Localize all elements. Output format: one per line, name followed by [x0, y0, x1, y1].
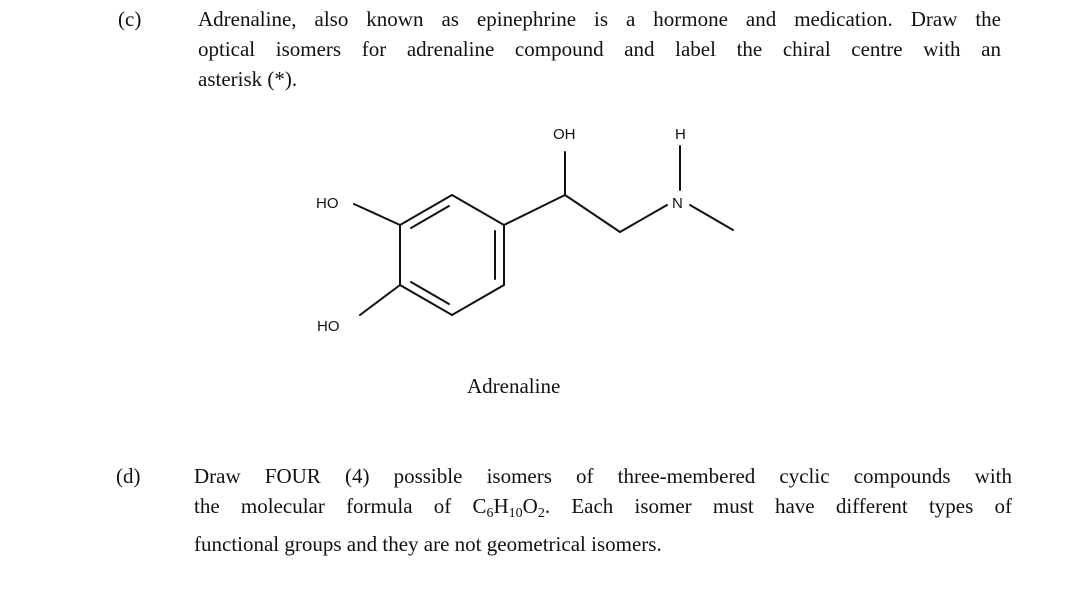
question-d-line-3: functional groups and they are not geometrical isomers. — [194, 532, 662, 556]
question-c-line-3: asterisk (*). — [198, 67, 298, 91]
side-chain-bond-3 — [620, 205, 667, 232]
question-d-label: (d) — [116, 464, 141, 488]
adrenaline-structure — [290, 112, 750, 342]
ring-bond-4 — [452, 285, 504, 315]
question-c-line-2: optical isomers for adrenaline compound and label the chiral centre with an — [198, 37, 1001, 61]
ring-bond-5 — [400, 285, 452, 315]
ho-bottom-label: HO — [317, 318, 340, 335]
ring-double-bond-3 — [411, 282, 449, 304]
ho-top-label: HO — [316, 195, 339, 212]
question-c-label: (c) — [118, 7, 142, 31]
question-d-line-2: the molecular formula of $C_6H_{10}O_2$. Each isomer must have different types of — [194, 494, 1013, 521]
ho-top-bond — [354, 204, 400, 225]
ho-bottom-bond — [360, 285, 400, 315]
question-c-line-1: Adrenaline, also known as epinephrine is a hormone and medication. Draw the — [198, 7, 1001, 31]
n-methyl-bond — [690, 205, 733, 230]
h-label: H — [675, 126, 686, 143]
n-label: N — [672, 195, 683, 212]
question-d-line-1: Draw FOUR (4) possible isomers of three-membered cyclic compounds with — [194, 464, 1012, 488]
ring-bond-2 — [452, 195, 504, 225]
oh-label: OH — [553, 126, 576, 143]
ring-bond-1 — [400, 195, 452, 225]
structure-caption: Adrenaline — [467, 374, 561, 398]
question-c-text — [198, 4, 1001, 94]
side-chain-bond-2 — [565, 195, 620, 232]
ring-double-bond-1 — [411, 206, 449, 228]
side-chain-bond-1 — [504, 195, 565, 225]
question-d-text — [194, 461, 1012, 559]
